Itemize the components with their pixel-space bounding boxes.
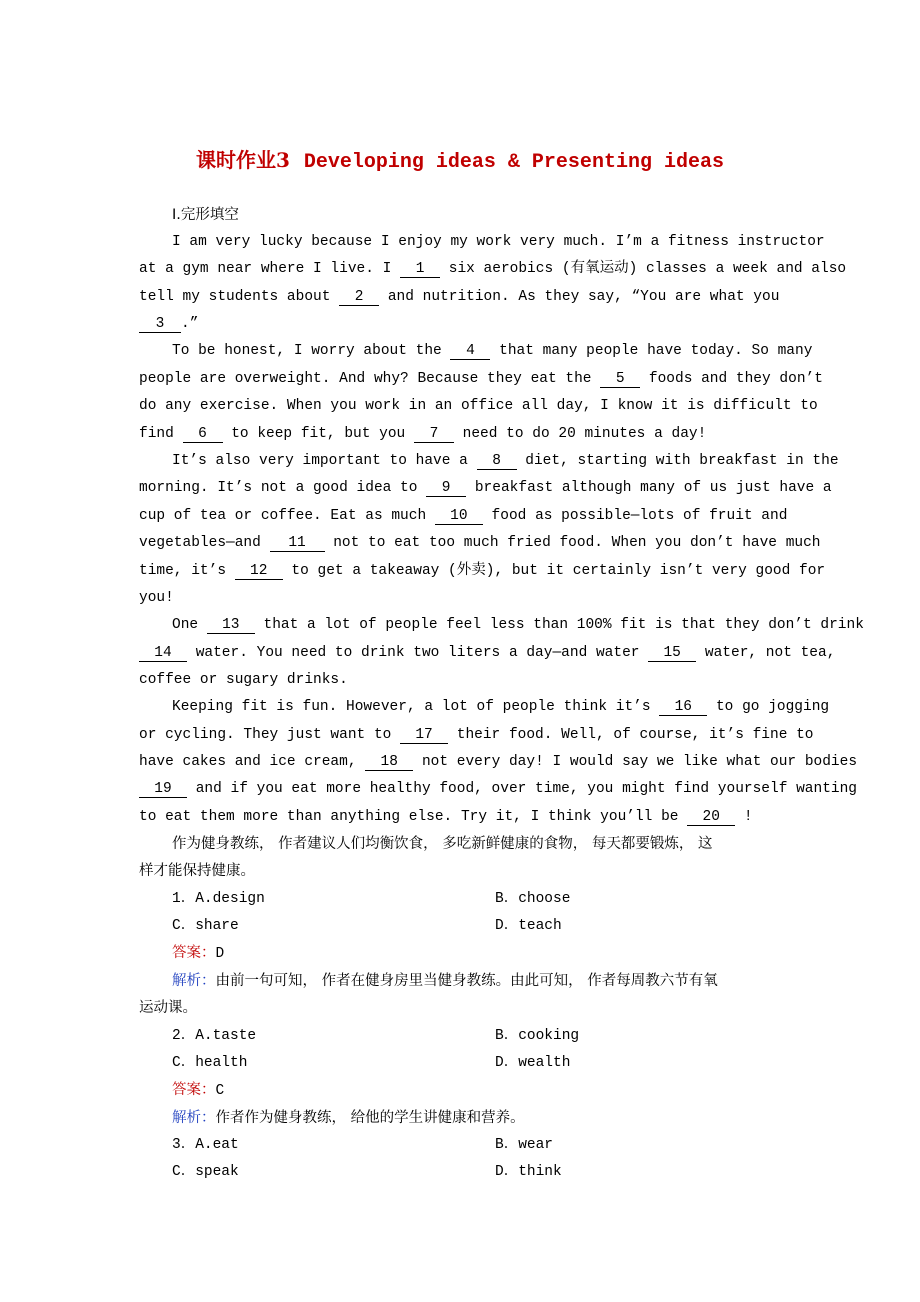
analysis-1: 解析：由前一句可知， 作者在健身房里当健身教练。由此可知， 作者每周教六节有氧: [172, 973, 718, 989]
option-b[interactable]: B．choose: [495, 891, 571, 907]
option-d[interactable]: D．wealth: [495, 1055, 571, 1071]
passage-line: One 13 that a lot of people feel less than 100% fit is that they don’t drink: [172, 617, 864, 633]
blank-15[interactable]: 15: [648, 646, 696, 662]
blank-8[interactable]: 8: [477, 454, 517, 470]
blank-11[interactable]: 11: [270, 536, 325, 552]
blank-20[interactable]: 20: [687, 810, 735, 826]
option-b[interactable]: B．cooking: [495, 1028, 580, 1044]
blank-16[interactable]: 16: [659, 700, 707, 716]
answer-2: 答案：C: [172, 1082, 225, 1099]
answer-1: 答案：D: [172, 945, 225, 962]
option-b[interactable]: B．wear: [495, 1137, 554, 1153]
passage-line: I am very lucky because I enjoy my work very much. I’m a fitness instructor: [172, 234, 825, 250]
analysis-1-cont: 运动课。: [139, 1000, 197, 1016]
option-c[interactable]: C．share: [172, 918, 239, 934]
option-d[interactable]: D．teach: [495, 918, 562, 934]
section-heading: Ⅰ.完形填空: [172, 207, 239, 223]
question-2-options-ab: 2．A.taste: [172, 1028, 257, 1044]
blank-5[interactable]: 5: [600, 372, 640, 388]
option-d[interactable]: D．think: [495, 1164, 562, 1180]
passage-line: or cycling. They just want to 17 their food. Well, of course, it’s fine to: [139, 727, 814, 743]
blank-18[interactable]: 18: [365, 755, 413, 771]
passage-line: To be honest, I worry about the 4 that many people have today. So many: [172, 343, 813, 359]
blank-14[interactable]: 14: [139, 646, 187, 662]
passage-line: you!: [139, 590, 174, 606]
passage-line: 14 water. You need to drink two liters a day—and water 15 water, not tea,: [139, 643, 835, 663]
page-title: [0, 144, 920, 174]
blank-3[interactable]: 3: [139, 317, 181, 333]
passage-line: tell my students about 2 and nutrition. As they say, “You are what you: [139, 289, 780, 305]
blank-9[interactable]: 9: [426, 481, 466, 497]
passage-line: find 6 to keep fit, but you 7 need to do 20 minutes a day!: [139, 426, 707, 442]
passage-line: cup of tea or coffee. Eat as much 10 food as possible—lots of fruit and: [139, 508, 788, 524]
option-a[interactable]: A.taste: [195, 1028, 257, 1044]
blank-1[interactable]: 1: [400, 262, 440, 278]
passage-line: 19 and if you eat more healthy food, over time, you might find yourself wanting: [139, 779, 857, 799]
blank-10[interactable]: 10: [435, 509, 483, 525]
option-a[interactable]: A.design: [195, 891, 265, 907]
title-en: Developing ideas & Presenting ideas: [303, 151, 724, 174]
passage-line: coffee or sugary drinks.: [139, 672, 348, 688]
passage-line: vegetables—and 11 not to eat too much fried food. When you don’t have much: [139, 535, 821, 551]
passage-line: Keeping fit is fun. However, a lot of people think it’s 16 to go jogging: [172, 699, 830, 715]
option-c[interactable]: C．speak: [172, 1164, 239, 1180]
blank-17[interactable]: 17: [400, 728, 448, 744]
blank-6[interactable]: 6: [183, 427, 223, 443]
passage-line: at a gym near where I live. I 1 six aerobics (有氧运动) classes a week and also: [139, 261, 847, 277]
passage-line: do any exercise. When you work in an office all day, I know it is difficult to: [139, 398, 818, 414]
option-c[interactable]: C．health: [172, 1055, 248, 1071]
passage-line: people are overweight. And why? Because they eat the 5 foods and they don’t: [139, 371, 823, 387]
question-1-options-ab: 1．A.design: [172, 891, 265, 907]
passage-line: have cakes and ice cream, 18 not every day! I would say we like what our bodies: [139, 754, 858, 770]
passage-line: to eat them more than anything else. Try it, I think you’ll be 20 !: [139, 809, 753, 825]
blank-2[interactable]: 2: [339, 290, 379, 306]
passage-line: morning. It’s not a good idea to 9 breakfast although many of us just have a: [139, 480, 832, 496]
blank-12[interactable]: 12: [235, 564, 283, 580]
summary-line: 作为健身教练， 作者建议人们均衡饮食， 多吃新鲜健康的食物， 每天都要锻炼， 这: [172, 836, 713, 852]
passage-line: time, it’s 12 to get a takeaway (外卖), but it certainly isn’t very good for: [139, 563, 826, 579]
passage-line: It’s also very important to have a 8 diet, starting with breakfast in the: [172, 453, 839, 469]
blank-13[interactable]: 13: [207, 618, 255, 634]
blank-7[interactable]: 7: [414, 427, 454, 443]
analysis-2: 解析：作者作为健身教练， 给他的学生讲健康和营养。: [172, 1110, 525, 1126]
blank-4[interactable]: 4: [450, 344, 490, 360]
title-cn: 课时作业3: [196, 148, 290, 172]
question-3-options-ab: 3．A.eat: [172, 1137, 239, 1153]
passage-line: 3 .”: [139, 314, 198, 334]
option-a[interactable]: A.eat: [195, 1137, 239, 1153]
summary-line: 样才能保持健康。: [139, 863, 255, 879]
blank-19[interactable]: 19: [139, 782, 187, 798]
